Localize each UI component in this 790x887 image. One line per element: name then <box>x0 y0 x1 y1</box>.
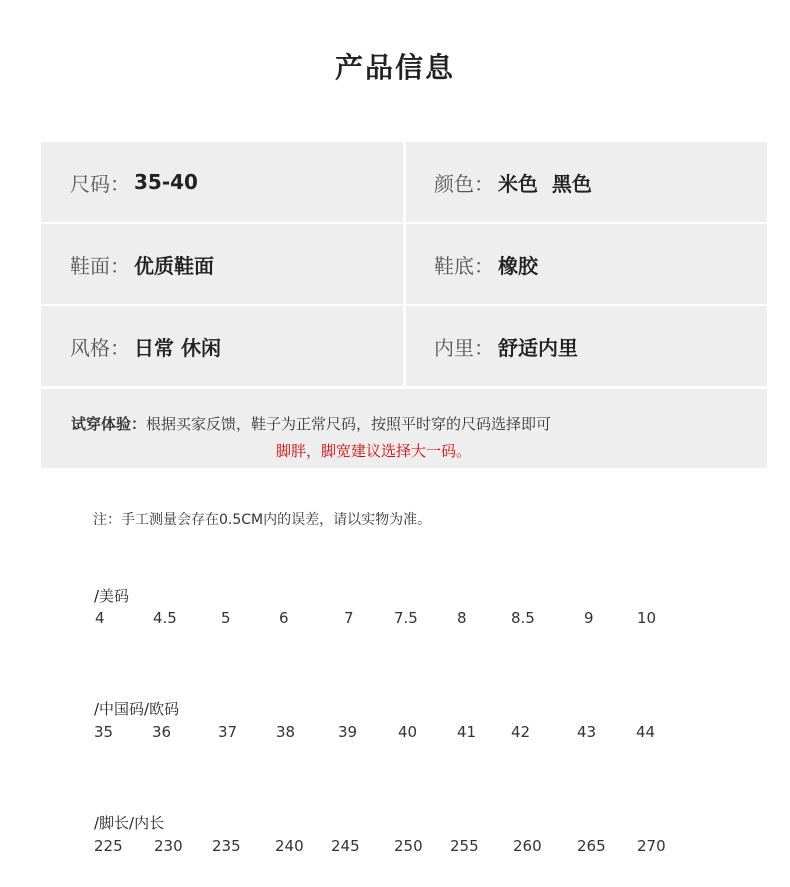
fit-tip <box>41 389 767 468</box>
spec-upper-label: 鞋面： <box>70 253 130 278</box>
spec-lining-label: 内里： <box>434 335 494 360</box>
us-size-value: 7.5 <box>394 609 418 627</box>
cn-eu-size-label: /中国码/欧码 <box>94 700 180 718</box>
cn-eu-size-value: 40 <box>398 723 418 741</box>
fit-tip-line1 <box>71 413 551 434</box>
cn-eu-size-value: 41 <box>457 723 477 741</box>
foot-length-value: 230 <box>154 837 183 855</box>
measurement-note: 注：手工测量会存在0.5CM内的误差，请以实物为准。 <box>93 512 432 528</box>
spec-lining <box>406 306 767 386</box>
us-size-value: 4 <box>95 609 105 627</box>
spec-style <box>41 306 403 386</box>
spec-size <box>41 142 403 222</box>
spec-size-label: 尺码： <box>70 171 130 196</box>
spec-upper-value: 优质鞋面 <box>134 253 214 278</box>
spec-sole <box>406 224 767 304</box>
spec-sole-label: 鞋底： <box>434 253 494 278</box>
cn-eu-size-value: 37 <box>218 723 238 741</box>
foot-length-value: 225 <box>94 837 123 855</box>
spec-size-value: 35-40 <box>134 170 198 194</box>
foot-length-value: 240 <box>275 837 304 855</box>
us-size-value: 7 <box>344 609 354 627</box>
foot-length-value: 260 <box>513 837 542 855</box>
foot-length-value: 245 <box>331 837 360 855</box>
spec-style-value: 日常 休闲 <box>134 335 221 360</box>
spec-color <box>406 142 767 222</box>
spec-sole-value: 橡胶 <box>498 253 538 278</box>
foot-length-value: 270 <box>637 837 666 855</box>
cn-eu-size-value: 36 <box>152 723 172 741</box>
foot-length-value: 265 <box>577 837 606 855</box>
foot-length-value: 250 <box>394 837 423 855</box>
us-size-value: 4.5 <box>153 609 177 627</box>
fit-tip-label: 试穿体验： <box>71 415 147 433</box>
foot-length-label: /脚长/内长 <box>94 814 165 832</box>
us-size-value: 9 <box>584 609 594 627</box>
cn-eu-size-value: 42 <box>511 723 531 741</box>
cn-eu-size-value: 38 <box>276 723 296 741</box>
spec-lining-value: 舒适内里 <box>498 335 578 360</box>
us-size-value: 10 <box>637 609 657 627</box>
foot-length-value: 235 <box>212 837 241 855</box>
spec-style-label: 风格： <box>70 335 130 360</box>
us-size-value: 6 <box>279 609 289 627</box>
cn-eu-size-value: 39 <box>338 723 358 741</box>
cn-eu-size-value: 35 <box>94 723 114 741</box>
spec-color-label: 颜色： <box>434 171 494 196</box>
fit-tip-warning: 脚胖，脚宽建议选择大一码。 <box>276 442 472 460</box>
page-title: 产品信息 <box>334 51 455 84</box>
us-size-value: 8.5 <box>511 609 535 627</box>
spec-upper <box>41 224 403 304</box>
fit-tip-text: 根据买家反馈，鞋子为正常尺码，按照平时穿的尺码选择即可 <box>146 415 552 433</box>
spec-color-value: 米色 黑色 <box>498 171 592 196</box>
us-size-value: 5 <box>221 609 231 627</box>
us-size-value: 8 <box>457 609 467 627</box>
cn-eu-size-value: 43 <box>577 723 597 741</box>
foot-length-value: 255 <box>450 837 479 855</box>
cn-eu-size-value: 44 <box>636 723 656 741</box>
us-size-label: /美码 <box>94 587 130 605</box>
